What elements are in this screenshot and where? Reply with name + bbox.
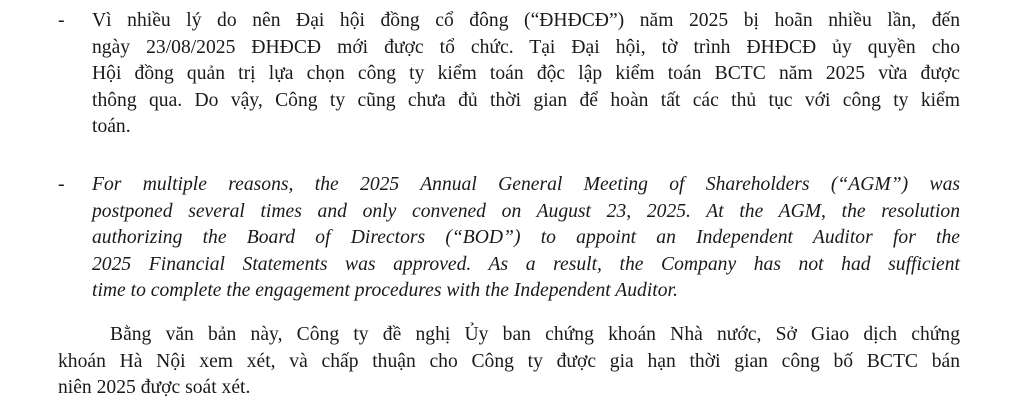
text-line: toán.: [92, 116, 131, 137]
bullet-dash: -: [58, 174, 65, 195]
bullet-text-vietnamese: [92, 8, 960, 141]
bullet-dash: -: [58, 10, 65, 31]
text-line: Vì nhiều lý do nên Đại hội đồng cổ đông (“ĐHĐCĐ”) năm 2025 bị hoãn nhiều lần, đến: [92, 10, 960, 31]
text-line: ngày 23/08/2025 ĐHĐCĐ mới được tổ chức. Tại Đại hội, tờ trình ĐHĐCĐ ủy quyền cho: [92, 36, 960, 58]
text-line: postponed several times and only convened on August 23, 2025. At the AGM, the resolution: [92, 200, 960, 222]
closing-paragraph: [58, 322, 960, 402]
text-line: Bằng văn bản này, Công ty đề nghị Ủy ban chứng khoán Nhà nước, Sở Giao dịch chứng: [110, 324, 960, 345]
text-line: time to complete the engagement procedures with the Independent Auditor.: [92, 280, 678, 301]
text-line: niên 2025 được soát xét.: [58, 377, 251, 398]
text-line: 2025 Financial Statements was approved. As a result, the Company has not had sufficient: [92, 253, 960, 275]
text-line: Hội đồng quản trị lựa chọn công ty kiểm toán độc lập kiểm toán BCTC năm 2025 vừa được: [92, 63, 960, 84]
text-line: thông qua. Do vậy, Công ty cũng chưa đủ thời gian để hoàn tất các thủ tục với công ty kiểm: [92, 89, 960, 111]
text-line: authorizing the Board of Directors (“BOD”) to appoint an Independent Auditor for the: [92, 227, 960, 248]
text-line: khoán Hà Nội xem xét, và chấp thuận cho Công ty được gia hạn thời gian công bố BCTC bán: [58, 350, 960, 372]
bullet-text-english: [92, 172, 960, 305]
text-line: For multiple reasons, the 2025 Annual General Meeting of Shareholders (“AGM”) was: [92, 174, 960, 195]
bullet-item-vietnamese: [58, 8, 968, 141]
bullet-item-english: [58, 172, 968, 305]
